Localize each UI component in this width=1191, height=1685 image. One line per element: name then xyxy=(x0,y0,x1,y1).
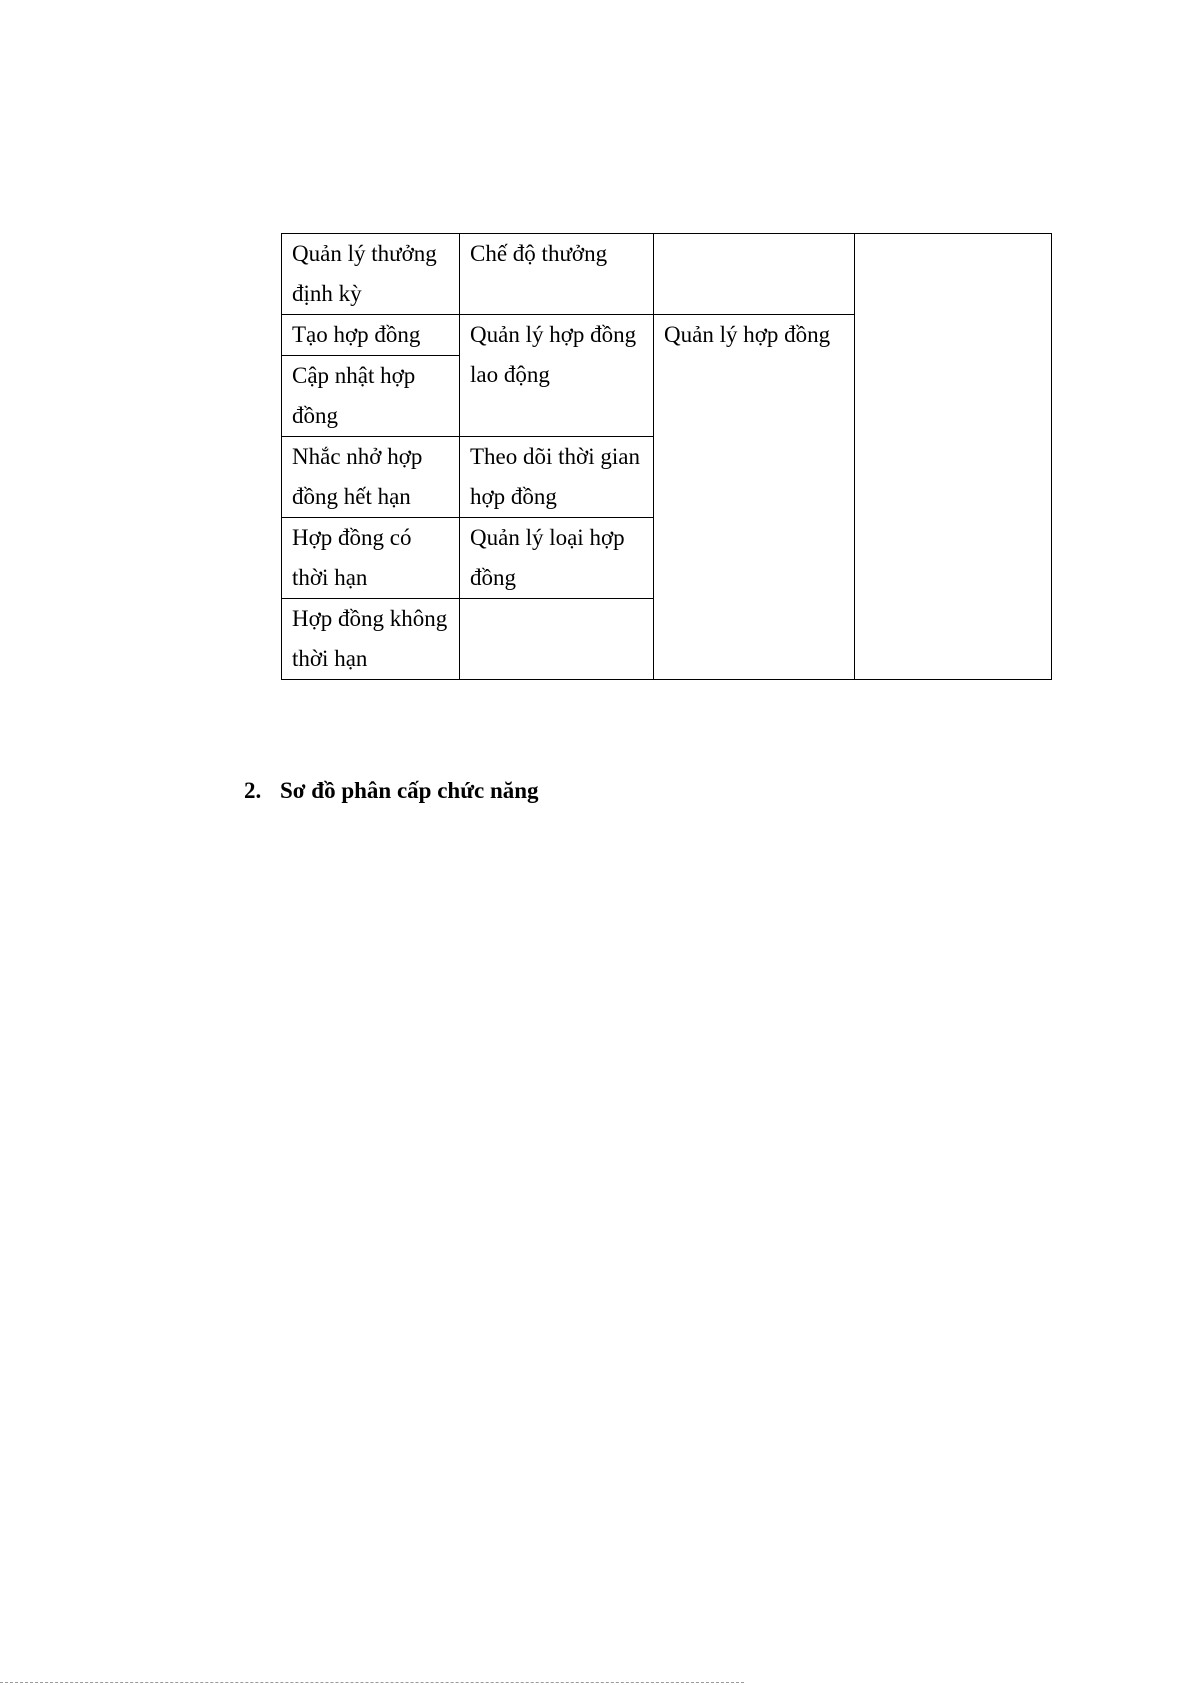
table-cell xyxy=(282,518,460,599)
table-cell xyxy=(282,356,460,437)
table-cell xyxy=(460,234,654,315)
table-cell xyxy=(654,315,855,680)
cell-text: Quản lý hợp đồng xyxy=(664,322,831,347)
cell-text: Cập nhật hợp đồng xyxy=(292,363,416,428)
section-number: 2. xyxy=(244,778,262,803)
table-cell xyxy=(460,599,654,680)
table-cell xyxy=(282,437,460,518)
table-cell xyxy=(460,518,654,599)
table-cell xyxy=(654,234,855,315)
cell-text: Tạo hợp đồng xyxy=(292,322,421,347)
cell-text: Quản lý thưởng định kỳ xyxy=(292,241,437,306)
function-table xyxy=(281,233,1052,680)
cell-text: Quản lý hợp đồng lao động xyxy=(470,322,637,387)
cell-text: Theo dõi thời gian hợp đồng xyxy=(470,444,640,509)
cell-text: Quản lý loại hợp đồng xyxy=(470,525,625,590)
section-heading xyxy=(244,775,539,807)
section-title: Sơ đồ phân cấp chức năng xyxy=(280,778,539,803)
table-cell xyxy=(282,234,460,315)
cell-text: Hợp đồng không thời hạn xyxy=(292,606,448,671)
table-cell xyxy=(460,437,654,518)
table-cell xyxy=(460,315,654,437)
table-cell xyxy=(855,234,1052,680)
cell-text: Chế độ thưởng xyxy=(470,241,608,266)
cell-text: Hợp đồng có thời hạn xyxy=(292,525,412,590)
cell-text: Nhắc nhở hợp đồng hết hạn xyxy=(292,444,423,509)
table-cell xyxy=(282,315,460,356)
footer-divider xyxy=(0,1682,744,1683)
table-cell xyxy=(282,599,460,680)
